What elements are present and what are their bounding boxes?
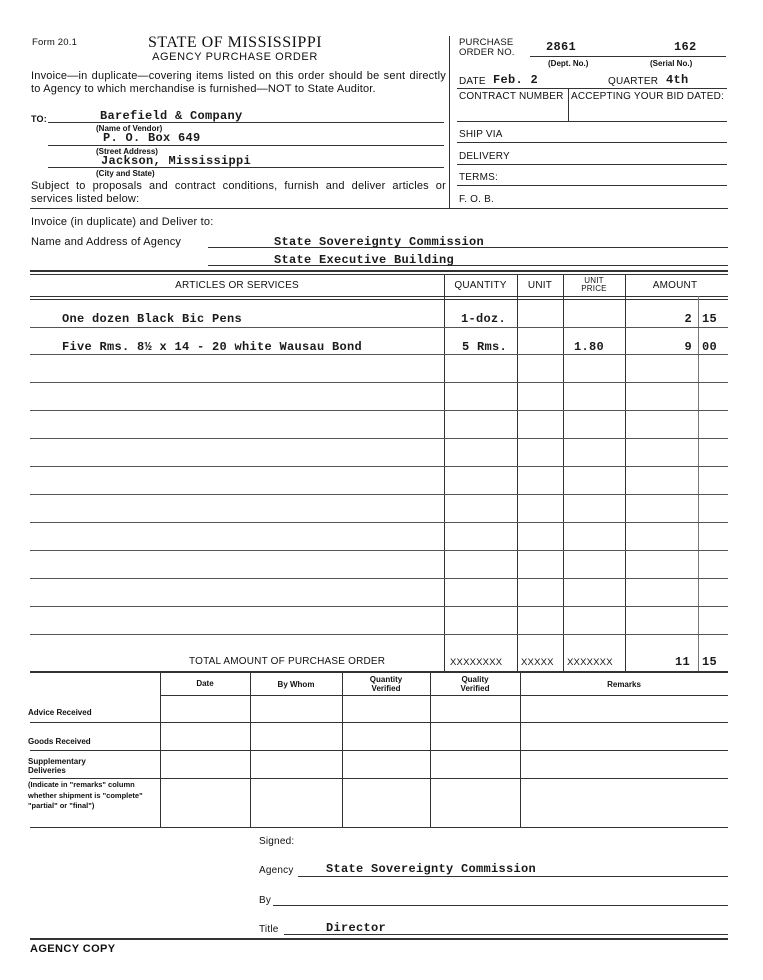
vendor-name-caption: (Name of Vendor) (96, 124, 163, 133)
vendor-city-caption: (City and State) (96, 169, 155, 178)
quarter-label: QUARTER (608, 76, 659, 87)
item-amount-cents: 00 (702, 340, 718, 354)
po-number-label: PURCHASE ORDER NO. (459, 37, 515, 58)
col-quantity-header: QUANTITY (454, 280, 507, 291)
receipt-row-indicate: (Indicate in "remarks" column whether shipment is "complete" "partial" or "final") (28, 780, 143, 810)
date-label: DATE (459, 76, 486, 87)
receipt-row-goods: Goods Received (28, 737, 91, 746)
sig-agency-value: State Sovereignty Commission (326, 862, 537, 876)
quarter-value: 4th (666, 73, 689, 87)
total-x-quantity: XXXXXXXX (450, 657, 503, 668)
vendor-street-caption: (Street Address) (96, 147, 158, 156)
receipt-quantity-verified-header: Quantity Verified (369, 675, 403, 693)
vendor-name: Barefield & Company (100, 109, 243, 123)
item-amount-cents: 15 (702, 312, 718, 326)
receipt-remarks-header: Remarks (607, 680, 641, 689)
item-amount-dollars: 9 (684, 340, 692, 354)
date-value: Feb. 2 (493, 73, 539, 87)
bid-date-label: ACCEPTING YOUR BID DATED: (571, 91, 724, 102)
total-dollars: 11 (674, 655, 690, 669)
col-articles-header: ARTICLES OR SERVICES (175, 280, 299, 291)
subject-text: Subject to proposals and contract conditions, furnish and deliver articles or services listed below: (31, 180, 446, 205)
item-article: Five Rms. 8½ x 14 - 20 white Wausau Bond (62, 340, 363, 354)
state-title: STATE OF MISSISSIPPI (147, 34, 323, 51)
signed-label: Signed: (259, 836, 295, 847)
ship-via-label: SHIP VIA (459, 129, 503, 140)
receipt-date-header: Date (196, 679, 214, 688)
col-unit-price-header: UNIT PRICE (581, 276, 607, 293)
sig-title-label: Title (259, 924, 279, 935)
total-label: TOTAL AMOUNT OF PURCHASE ORDER (189, 656, 386, 667)
total-x-price: XXXXXXX (567, 657, 613, 668)
terms-label: TERMS: (459, 172, 498, 183)
deliver-agency-line2: State Executive Building (274, 253, 455, 267)
item-unit-price: 1.80 (574, 340, 605, 354)
delivery-label: DELIVERY (459, 151, 510, 162)
fob-label: F. O. B. (459, 194, 494, 205)
sig-title-value: Director (326, 921, 387, 935)
to-label: TO: (31, 114, 47, 124)
item-article: One dozen Black Bic Pens (62, 312, 243, 326)
vendor-street: P. O. Box 649 (103, 131, 201, 145)
item-quantity: 5 Rms. (462, 340, 508, 354)
receipt-row-supplementary: Supplementary Deliveries (28, 757, 86, 775)
serial-number-caption: (Serial No.) (650, 59, 693, 68)
agency-name-label: Name and Address of Agency (31, 236, 182, 248)
dept-number-caption: (Dept. No.) (548, 59, 589, 68)
dept-number: 2861 (546, 40, 577, 54)
col-unit-header: UNIT (527, 280, 553, 291)
form-title: AGENCY PURCHASE ORDER (152, 51, 318, 63)
invoice-instructions: Invoice—in duplicate—covering items listed on this order should be sent directly to Agency to which merchandise is furnished—NOT to State Auditor. (31, 70, 446, 95)
item-quantity: 1-doz. (461, 312, 507, 326)
invoice-deliver-label: Invoice (in duplicate) and Deliver to: (31, 216, 214, 228)
total-cents: 15 (702, 655, 718, 669)
agency-copy-label: AGENCY COPY (30, 943, 116, 955)
total-x-unit: XXXXX (521, 657, 554, 668)
item-amount-dollars: 2 (684, 312, 692, 326)
receipt-row-advice: Advice Received (28, 708, 92, 717)
form-number: Form 20.1 (32, 37, 78, 48)
col-amount-header: AMOUNT (652, 280, 698, 291)
contract-number-label: CONTRACT NUMBER (459, 91, 564, 102)
sig-agency-label: Agency (259, 865, 294, 876)
receipt-by-whom-header: By Whom (277, 680, 315, 689)
deliver-agency-line1: State Sovereignty Commission (274, 235, 485, 249)
receipt-quality-verified-header: Quality Verified (460, 675, 490, 693)
vendor-city: Jackson, Mississippi (101, 154, 252, 168)
sig-by-label: By (259, 895, 272, 906)
serial-number: 162 (674, 40, 697, 54)
